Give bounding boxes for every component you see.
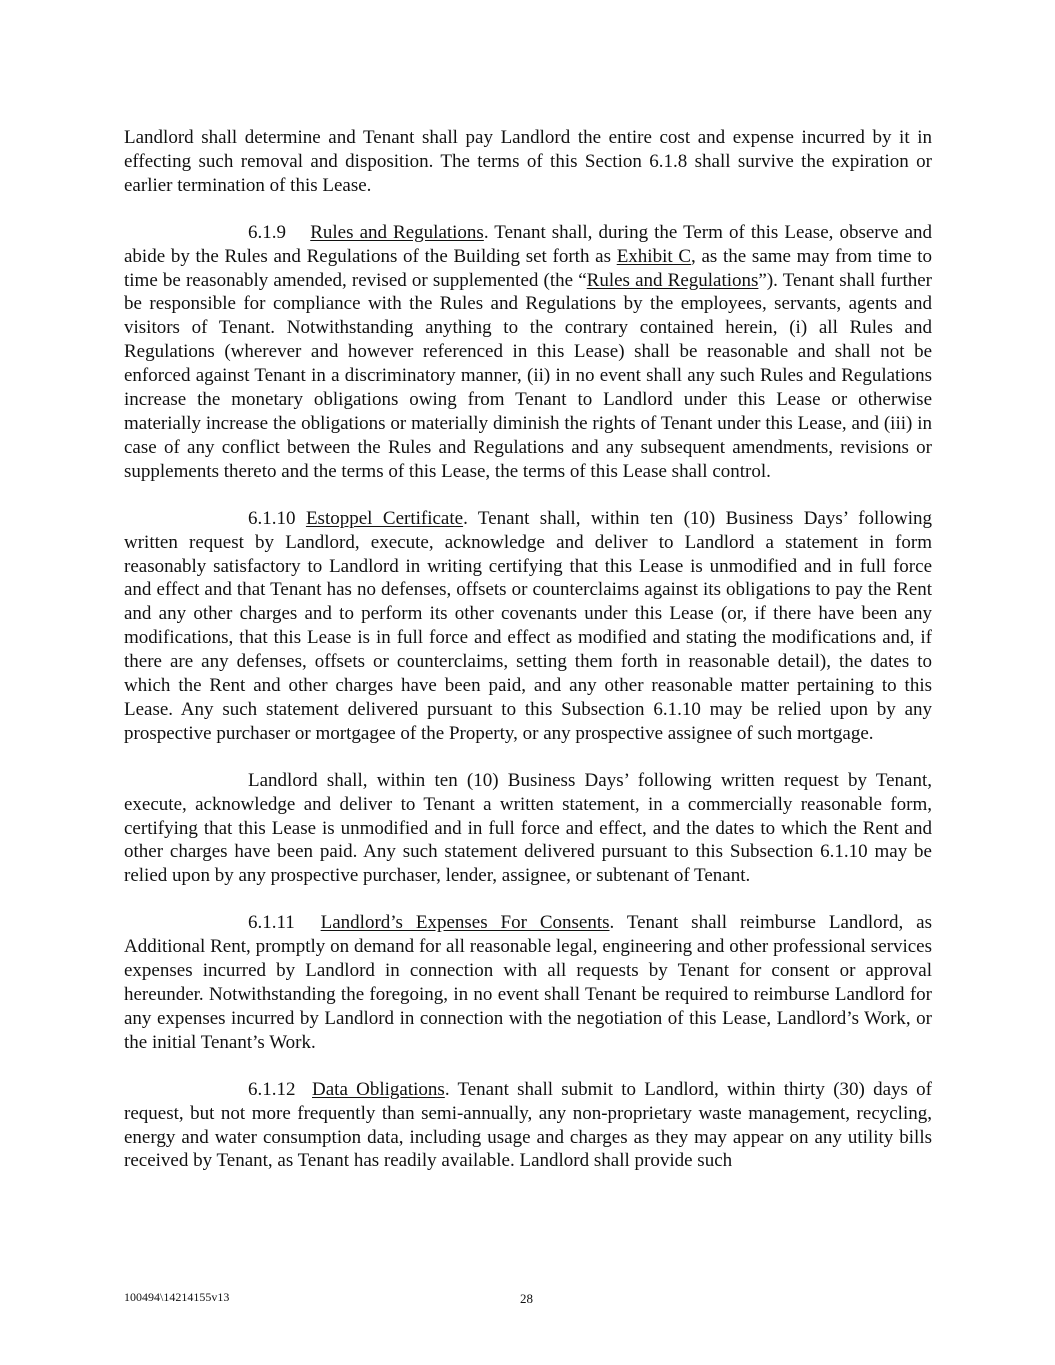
- section-text: . Tenant shall, during the Term of this Lease, observe and abide by the Rules and Regulations of the Building set forth as: [124, 221, 933, 267]
- section-text: . Tenant shall, within ten (10) Business Days’ following written request by Landlord, execute, acknowledge and deliver to Landlord a statement in form reasonably satisfactory to Landlord in writing certifying that this Lease is unmodified and in full force and effect and that Tenant has no defenses, offsets or counterclaims against its obligations to pay the Rent and any other charges and to perform its other covenants under this Lease (or, if there have been any modifications, that this Lease is in full force and effect as modified and stating the modifications and, if there are any defenses, offsets or counterclaims, setting them forth in reasonable detail), the dates to which the Rent and other charges have been paid, and any other reasonable matter pertaining to this Lease. Any such statement delivered pursuant to this Subsection 6.1.10 may be relied upon by any prospective purchaser or mortgagee of the Property, or any prospective assignee of such mortgage.: [124, 507, 932, 744]
- section-number: 6.1.11: [248, 912, 295, 934]
- section-heading: Estoppel Certificate: [305, 507, 464, 529]
- section-heading: Data Obligations: [312, 1078, 445, 1100]
- section-heading: Rules and Regulations: [310, 221, 484, 243]
- section-6-1-9: [124, 221, 932, 484]
- defined-term: Rules and Regulations: [586, 269, 759, 291]
- paragraph-continuation: Landlord shall determine and Tenant shall pay Landlord the entire cost and expense incurred by it in effecting such removal and disposition. The terms of this Section 6.1.8 shall survive the expiration or earlier termination of this Lease.: [124, 127, 932, 196]
- section-text: , as the same may from time to time be reasonably amended, revised or supplemented (the “: [124, 245, 932, 291]
- section-number: 6.1.10: [248, 507, 296, 529]
- section-text: . Tenant shall reimburse Landlord, as Additional Rent, promptly on demand for all reasonable legal, engineering and other professional services expenses incurred by Landlord in connection with all requests by Tenant for consent or approval hereunder. Notwithstanding the foregoing, in no event shall Tenant be required to reimburse Landlord for any expenses incurred by Landlord in connection with the negotiation of this Lease, Landlord’s Work, or the initial Tenant’s Work.: [124, 912, 932, 1053]
- document-body: [124, 126, 932, 1173]
- document-id: 100494\14214155v13: [124, 1290, 230, 1304]
- page-number: 28: [520, 1291, 533, 1306]
- paragraph-landlord-statement: Landlord shall, within ten (10) Business Days’ following written request by Tenant, execute, acknowledge and deliver to Tenant a written statement, in a commercially reasonable form, certifying that this Lease is unmodified and in full force and effect, and the dates to which the Rent and other charges have been paid. Any such statement delivered pursuant to this Subsection 6.1.10 may be relied upon by any prospective purchaser, lender, assignee, or subtenant of Tenant.: [124, 769, 932, 887]
- section-6-1-10: [124, 507, 932, 746]
- section-6-1-11: [124, 911, 932, 1054]
- section-number: 6.1.9: [248, 221, 286, 243]
- section-6-1-12: [124, 1078, 932, 1174]
- section-heading: Landlord’s Expenses For Consents: [320, 912, 610, 934]
- exhibit-reference: Exhibit C: [616, 245, 692, 267]
- section-number: 6.1.12: [248, 1078, 296, 1100]
- section-text: ”). Tenant shall further be responsible for compliance with the Rules and Regulations by the employees, servants, agents and visitors of Tenant. Notwithstanding anything to the contrary contained herein, (i) all Rules and Regulations (wherever and however referenced in this Lease) shall be reasonable and shall not be enforced against Tenant in a discriminatory manner, (ii) in no event shall any such Rules and Regulations increase the monetary obligations owing from Tenant to Landlord under this Lease or otherwise materially increase the obligations or materially diminish the rights of Tenant under this Lease, and (iii) in case of any conflict between the Rules and Regulations and any subsequent amendments, revisions or supplements thereto and the terms of this Lease, the terms of this Lease shall control.: [124, 269, 933, 482]
- section-text: . Tenant shall submit to Landlord, within thirty (30) days of request, but not more frequently than semi-annually, any non-proprietary waste management, recycling, energy and water consumption data, including usage and charges as they may appear on any utility bills received by Tenant, as Tenant has readily available. Landlord shall provide such: [124, 1078, 933, 1172]
